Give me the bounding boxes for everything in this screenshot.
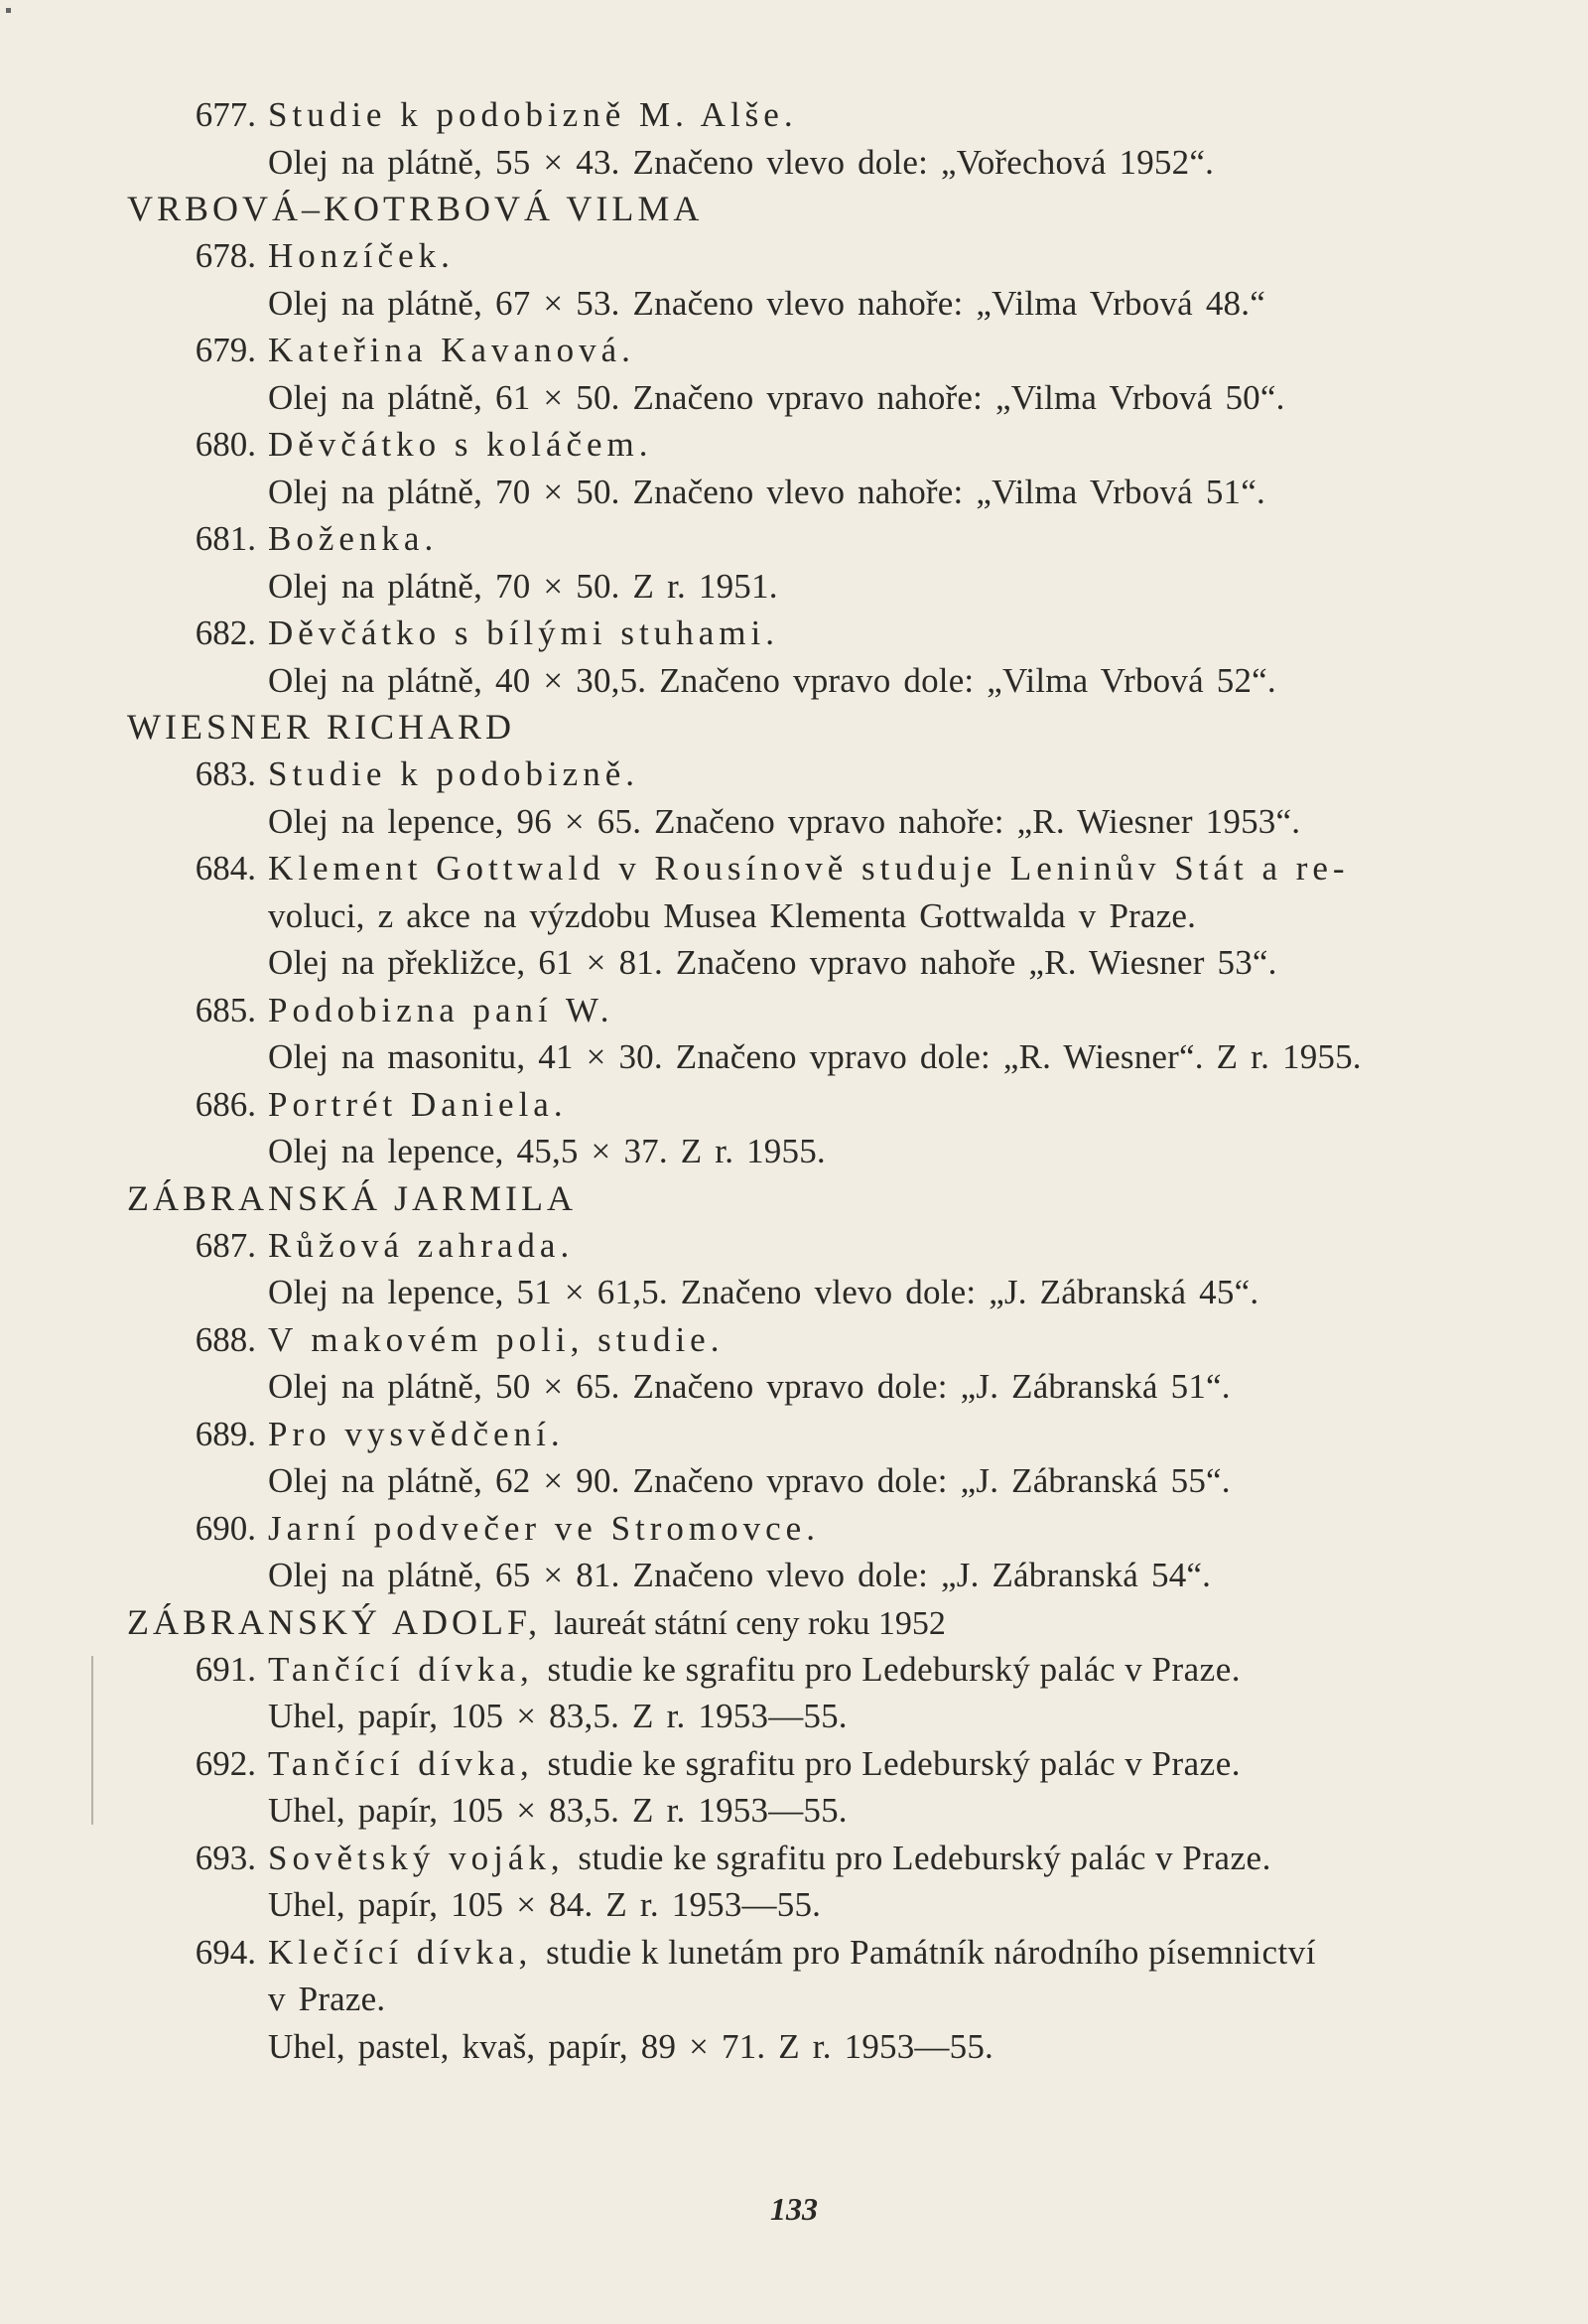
artist-name: WIESNER RICHARD (127, 707, 515, 747)
entry-number: 686. (195, 1084, 256, 1124)
catalog-entry (127, 1081, 1548, 1175)
entry-detail: Olej na plátně, 61 × 50. Značeno vpravo nahoře: „Vilma Vrbová 50“. (268, 377, 1285, 417)
catalog-entry (127, 610, 1548, 704)
entry-title-text: Tančící dívka, (268, 1743, 534, 1783)
entry-title (268, 1929, 1548, 1977)
entry-number: 677. (195, 95, 256, 134)
artist-heading (127, 186, 1548, 232)
artist-note: laureát státní ceny roku 1952 (554, 1604, 946, 1642)
entry-title (268, 91, 1548, 139)
entry-body (268, 751, 1548, 845)
catalog-entry (127, 1740, 1548, 1835)
artist-section (127, 186, 1548, 704)
entry-detail: Olej na plátně, 70 × 50. Značeno vlevo nahoře: „Vilma Vrbová 51“. (268, 472, 1265, 511)
entry-title (268, 845, 1548, 892)
entry-title-text: Studie k podobizně M. Alše. (268, 95, 798, 134)
entry-body (268, 327, 1548, 421)
entry-title-text: Klečící dívka, (268, 1932, 533, 1972)
artist-heading (127, 704, 1548, 751)
entry-detail: Olej na plátně, 70 × 50. Z r. 1951. (268, 566, 778, 606)
entry-title (268, 515, 1548, 563)
catalog-entry (127, 232, 1548, 327)
entry-detail: Olej na masonitu, 41 × 30. Značeno vpravo dole: „R. Wiesner“. Z r. 1955. (268, 1037, 1362, 1076)
entry-title-text: Jarní podvečer ve Stromovce. (268, 1508, 820, 1548)
artist-section (127, 704, 1548, 1175)
entry-title-text: Pro vysvědčení. (268, 1414, 565, 1453)
entry-body (268, 1646, 1548, 1740)
entry-title (268, 1222, 1548, 1270)
entry-title (268, 1740, 1548, 1788)
entry-title (268, 1835, 1548, 1882)
catalog-entry (127, 1929, 1548, 2071)
entry-number: 688. (195, 1319, 256, 1359)
entry-body (268, 1316, 1548, 1411)
artist-heading (127, 1175, 1548, 1222)
entry-title (268, 232, 1548, 280)
entry-detail: Uhel, papír, 105 × 83,5. Z r. 1953—55. (268, 1791, 848, 1830)
entry-title (268, 1081, 1548, 1129)
entry-title (268, 1505, 1548, 1553)
entry-title-text: Klement Gottwald v Rousínově studuje Leninův Stát a re- (268, 849, 1350, 888)
artist-section (127, 91, 1548, 186)
entry-number: 694. (195, 1932, 256, 1972)
entry-detail: Olej na plátně, 55 × 43. Značeno vlevo dole: „Vořechová 1952“. (268, 142, 1215, 182)
entry-detail: Uhel, papír, 105 × 83,5. Z r. 1953—55. (268, 1697, 848, 1735)
entry-body (268, 845, 1548, 987)
entry-title-text: Boženka. (268, 519, 439, 558)
entry-title-continuation: voluci, z akce na výzdobu Musea Klementa Gottwalda v Praze. (268, 895, 1197, 935)
entry-title-rest: studie ke sgrafitu pro Ledeburský palác v Praze. (578, 1838, 1271, 1877)
entry-number: 689. (195, 1414, 256, 1453)
artist-name: ZÁBRANSKÝ ADOLF, (127, 1601, 542, 1642)
artist-name: VRBOVÁ–KOTRBOVÁ VILMA (127, 189, 704, 228)
entry-number: 690. (195, 1508, 256, 1548)
entry-number: 684. (195, 849, 256, 888)
entry-number: 680. (195, 425, 256, 464)
artist-name: ZÁBRANSKÁ JARMILA (127, 1177, 578, 1218)
entry-detail: Olej na plátně, 62 × 90. Značeno vpravo dole: „J. Zábranská 55“. (268, 1461, 1231, 1500)
entry-detail: Uhel, pastel, kvaš, papír, 89 × 71. Z r. 1953—55. (268, 2026, 993, 2066)
entry-body (268, 1411, 1548, 1505)
entry-number: 679. (195, 331, 256, 369)
catalog-entry (127, 987, 1548, 1081)
entry-number: 685. (195, 990, 256, 1029)
margin-line (91, 1656, 93, 1825)
entry-number: 691. (195, 1649, 256, 1689)
entry-detail: Olej na plátně, 67 × 53. Značeno vlevo nahoře: „Vilma Vrbová 48.“ (268, 283, 1265, 323)
entry-detail: Olej na lepence, 51 × 61,5. Značeno vlevo dole: „J. Zábranská 45“. (268, 1273, 1259, 1311)
catalog-entry (127, 91, 1548, 186)
entry-body (268, 1081, 1548, 1175)
entry-body (268, 515, 1548, 610)
entry-number: 678. (195, 236, 256, 275)
entry-number: 682. (195, 614, 256, 652)
entry-title-text: Růžová zahrada. (268, 1225, 575, 1265)
entry-number: 687. (195, 1225, 256, 1265)
entry-title-text: Tančící dívka, (268, 1649, 534, 1689)
catalog-entry (127, 1646, 1548, 1740)
entry-title-text: V makovém poli, studie. (268, 1319, 725, 1359)
entry-title (268, 1411, 1548, 1458)
entry-title (268, 751, 1548, 798)
catalog-entry (127, 421, 1548, 515)
scan-mark (6, 8, 11, 13)
catalog-entry (127, 1222, 1548, 1316)
entry-title-rest: studie k lunetám pro Památník národního písemnictví (546, 1932, 1316, 1972)
artist-section (127, 1599, 1548, 2071)
entry-detail: Olej na lepence, 96 × 65. Značeno vpravo nahoře: „R. Wiesner 1953“. (268, 801, 1301, 841)
entry-body (268, 1740, 1548, 1835)
catalog-entry (127, 1835, 1548, 1929)
entry-detail: Olej na překližce, 61 × 81. Značeno vpravo nahoře „R. Wiesner 53“. (268, 943, 1277, 982)
entry-title-text: Studie k podobizně. (268, 754, 639, 793)
entry-title (268, 610, 1548, 657)
entry-detail: Olej na plátně, 40 × 30,5. Značeno vpravo dole: „Vilma Vrbová 52“. (268, 660, 1276, 700)
entry-body (268, 91, 1548, 186)
entry-body (268, 1929, 1548, 2071)
artist-heading (127, 1599, 1548, 1646)
entry-title (268, 1316, 1548, 1364)
entry-title-rest: studie ke sgrafitu pro Ledeburský palác v Praze. (547, 1743, 1241, 1783)
entry-detail: Olej na plátně, 50 × 65. Značeno vpravo dole: „J. Zábranská 51“. (268, 1367, 1231, 1406)
entry-body (268, 987, 1548, 1081)
entry-title-rest: studie ke sgrafitu pro Ledeburský palác v Praze. (547, 1649, 1241, 1689)
catalog-entry (127, 845, 1548, 987)
entry-title (268, 421, 1548, 469)
entry-title (268, 327, 1548, 374)
entry-title-text: Děvčátko s bílými stuhami. (268, 614, 779, 652)
entry-title-text: Děvčátko s koláčem. (268, 425, 653, 464)
entry-body (268, 1835, 1548, 1929)
catalog-entry (127, 327, 1548, 421)
entry-detail: Olej na lepence, 45,5 × 37. Z r. 1955. (268, 1132, 826, 1170)
entry-title-continuation: v Praze. (268, 1980, 386, 2018)
entry-detail: Uhel, papír, 105 × 84. Z r. 1953—55. (268, 1885, 822, 1924)
page-number: 133 (770, 2191, 818, 2227)
entry-body (268, 610, 1548, 704)
entry-detail: Olej na plátně, 65 × 81. Značeno vlevo dole: „J. Zábranská 54“. (268, 1556, 1212, 1594)
entry-title-text: Kateřina Kavanová. (268, 331, 635, 369)
entry-title (268, 1646, 1548, 1694)
entry-title-text: Honzíček. (268, 236, 455, 275)
entry-number: 693. (195, 1838, 256, 1877)
entry-title-text: Sovětský voják, (268, 1838, 565, 1877)
entry-number: 683. (195, 754, 256, 793)
entry-title-text: Portrét Daniela. (268, 1084, 568, 1124)
catalog-entry (127, 1505, 1548, 1599)
entry-body (268, 232, 1548, 327)
catalog-list (127, 91, 1548, 2070)
catalog-entry (127, 1316, 1548, 1411)
entry-number: 681. (195, 519, 256, 558)
catalog-entry (127, 515, 1548, 610)
catalog-entry (127, 751, 1548, 845)
entry-body (268, 1505, 1548, 1599)
artist-section (127, 1175, 1548, 1599)
entry-number: 692. (195, 1743, 256, 1783)
entry-body (268, 421, 1548, 515)
catalog-entry (127, 1411, 1548, 1505)
entry-body (268, 1222, 1548, 1316)
entry-title-text: Podobizna paní W. (268, 990, 614, 1029)
entry-title (268, 987, 1548, 1034)
